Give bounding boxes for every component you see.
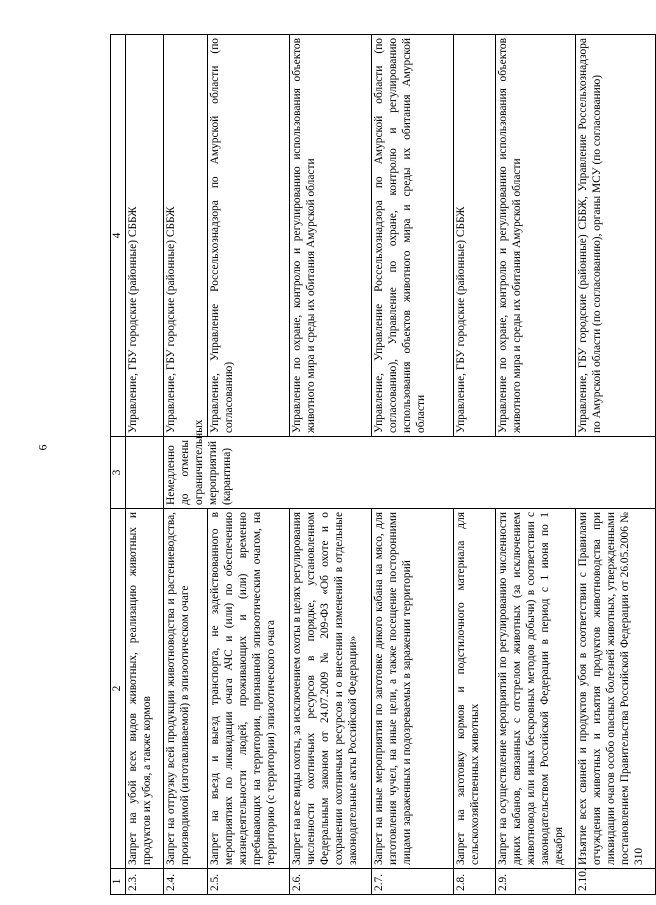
row-number: 2.5. <box>207 869 289 895</box>
row-number: 2.6. <box>289 869 371 895</box>
document-table-container <box>110 35 645 895</box>
measure-cell: Запрет на отгрузку всей продукции животноводства и растениеводства, производимой (изготавливаемой) в эпизоотическом очаге <box>163 509 207 869</box>
responsible-cell: Управление, ГБУ городские (районные) СББЖ <box>453 35 495 437</box>
row-number: 2.10. <box>575 869 655 895</box>
measures-table <box>110 34 656 895</box>
term-cell: Немедленно до отмены ограничительных мероприятий (карантина) <box>163 437 655 509</box>
row-number: 2.7. <box>371 869 453 895</box>
table-row <box>163 35 207 895</box>
row-number: 2.8. <box>453 869 495 895</box>
measure-cell: Запрет на иные мероприятия по заготовке дикого кабана на мясо, для изготовления чучел, на иные цели, а также посещение посторонними лицами зараженных и подозреваемых в заражении территорий <box>371 509 453 869</box>
responsible-cell: Управление, ГБУ городские (районные) СББЖ <box>125 35 163 437</box>
page-number: 6 <box>35 444 50 451</box>
responsible-cell: Управление, ГБУ городские (районные) СББЖ <box>163 35 207 437</box>
measure-cell: Запрет на все виды охоты, за исключением охоты в целях регулирования численности охотничьих ресурсов в порядке, установленном Федеральным законом от 24.07.2009 № 209-ФЗ «Об охоте и о сохранении охотничьих ресурсов и о внесении изменений в отдельные законодательные акты Российской Федерации» <box>289 509 371 869</box>
column-header: 2 <box>111 509 126 869</box>
column-header: 4 <box>111 35 126 437</box>
table-header-row <box>111 35 126 895</box>
row-number: 2.9. <box>495 869 575 895</box>
table-row <box>125 35 163 895</box>
measure-cell: Запрет на убой всех видов животных, реализацию животных и продуктов их убоя, а также кормов <box>125 509 163 869</box>
responsible-cell: Управление, Управление Россельхознадзора по Амурской области (по согласованию), Управление по охране, контролю и регулированию использования объектов животного мира и среды их обитания Амурской области <box>371 35 453 437</box>
column-header: 3 <box>111 437 126 509</box>
term-cell <box>125 437 163 509</box>
row-number: 2.4. <box>163 869 207 895</box>
responsible-cell: Управление по охране, контролю и регулированию использования объектов животного мира и среды их обитания Амурской области <box>495 35 575 437</box>
responsible-cell: Управление по охране, контролю и регулированию использования объектов животного мира и среды их обитания Амурской области <box>289 35 371 437</box>
row-number: 2.3. <box>125 869 163 895</box>
responsible-cell: Управление, ГБУ городские (районные) СББЖ, Управление Россельхознадзора по Амурской области (по согласованию), органы МСУ (по согласованию) <box>575 35 655 437</box>
column-header: 1 <box>111 869 126 895</box>
measure-cell: Изъятие всех свиней и продуктов убоя в соответствии с Правилами отчуждения животных и изъятия продуктов животноводства при ликвидации очагов особо опасных болезней животных, утвержденными постановлением Правительства Российской Федерации от 26.05.2006 № 310 <box>575 509 655 869</box>
measure-cell: Запрет на осуществление мероприятий по регулированию численности диких кабанов, связанных с отстрелом животных (за исключением животновода или иных бескровных методов добычи) в соответствии с законодательством Российской Федерации в период с 1 июня по 1 декабря <box>495 509 575 869</box>
responsible-cell: Управление, Управление Россельхознадзора по Амурской области (по согласованию) <box>207 35 289 437</box>
measure-cell: Запрет на заготовку кормов и подстилочного материала для сельскохозяйственных животных <box>453 509 495 869</box>
measure-cell: Запрет на въезд и выезд транспорта, не задействованного в мероприятиях по ликвидации очага АЧС и (или) по обеспечению жизнедеятельности людей, проживающих и (или) временно пребывающих на территории, признанной эпизоотическим очагом, на территорию (с территории) эпизоотического очага <box>207 509 289 869</box>
